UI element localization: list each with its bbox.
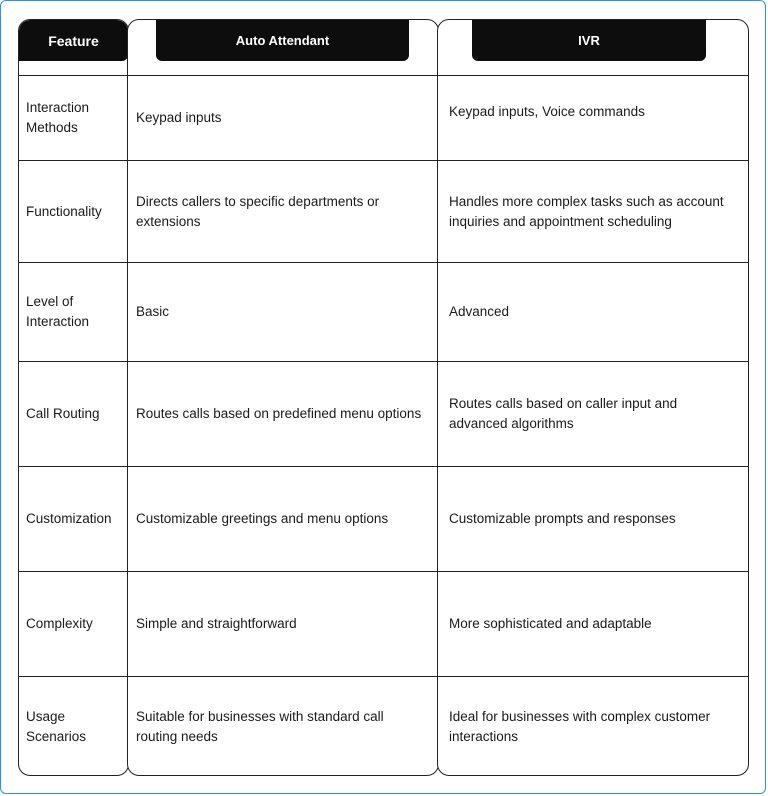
ivr-cell: Advanced <box>438 262 748 361</box>
feature-header: Feature <box>19 20 128 61</box>
ivr-cell: Ideal for businesses with complex customer interactions <box>438 676 748 776</box>
auto-attendant-column <box>127 19 439 776</box>
auto-attendant-header: Auto Attendant <box>156 20 409 61</box>
feature-cell: Customization <box>19 466 128 571</box>
ivr-cell: Handles more complex tasks such as account inquiries and appointment scheduling <box>438 160 748 262</box>
feature-cell: Call Routing <box>19 361 128 466</box>
ivr-cell: Routes calls based on caller input and advanced algorithms <box>438 361 748 466</box>
feature-cell: Level of Interaction <box>19 262 128 361</box>
auto-attendant-cell: Simple and straightforward <box>128 571 438 676</box>
auto-attendant-cell: Routes calls based on predefined menu options <box>128 361 438 466</box>
ivr-cell: Customizable prompts and responses <box>438 466 748 571</box>
feature-cell: Usage Scenarios <box>19 676 128 776</box>
auto-attendant-cell: Basic <box>128 262 438 361</box>
ivr-header: IVR <box>472 20 706 61</box>
feature-cell: Interaction Methods <box>19 75 128 160</box>
ivr-column <box>437 19 749 776</box>
feature-cell: Complexity <box>19 571 128 676</box>
ivr-cell: Keypad inputs, Voice commands <box>438 75 748 160</box>
auto-attendant-cell: Keypad inputs <box>128 75 438 160</box>
feature-cell: Functionality <box>19 160 128 262</box>
auto-attendant-cell: Suitable for businesses with standard call routing needs <box>128 676 438 776</box>
ivr-cell: More sophisticated and adaptable <box>438 571 748 676</box>
auto-attendant-cell: Directs callers to specific departments or extensions <box>128 160 438 262</box>
auto-attendant-cell: Customizable greetings and menu options <box>128 466 438 571</box>
feature-column <box>18 19 129 776</box>
